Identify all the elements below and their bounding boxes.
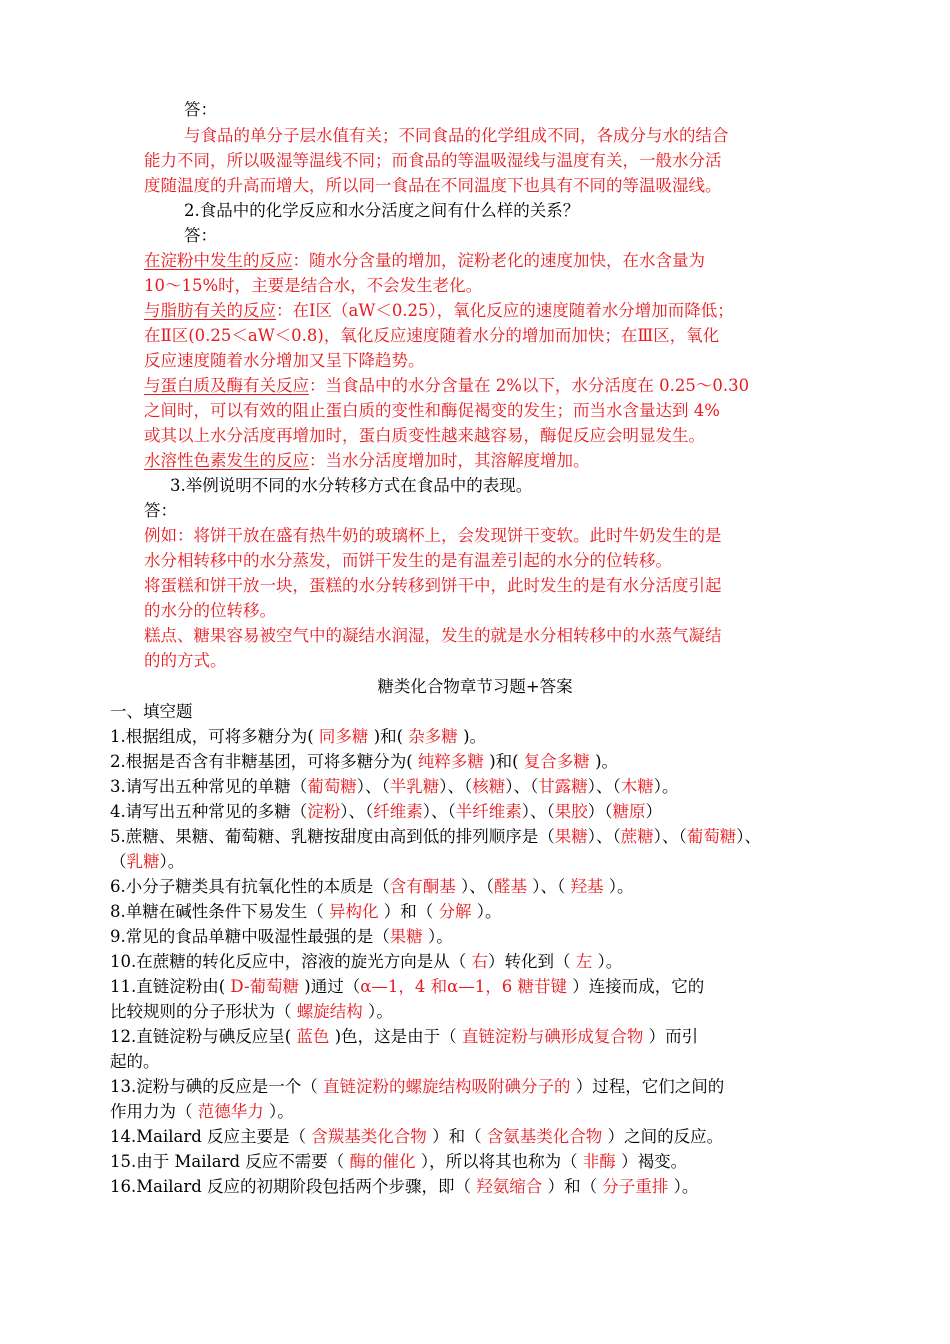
answer-blank: 羟氨缩合: [471, 1177, 548, 1196]
answer-label-2: 答：: [184, 226, 217, 245]
question-text: 比较规则的分子形状为（: [110, 1002, 292, 1021]
answer-blank: 螺旋结构: [291, 1002, 368, 1021]
answer3-line6: 的的方式。: [144, 651, 227, 670]
question-text: ）。: [368, 1002, 393, 1021]
fill-q6: [110, 875, 634, 899]
answer-label-3: 答：: [144, 501, 177, 520]
question-text: 5.蔗糖、果糖、葡萄糖、乳糖按甜度由高到低的排列顺序是（: [110, 827, 555, 846]
question-text: 6.小分子糖类具有抗氧化性的本质是（: [110, 877, 390, 896]
answer-label-1: 答：: [184, 100, 217, 119]
answer-blank: 右: [466, 952, 488, 971]
question-text: ）、（: [461, 877, 494, 896]
question-text: )通过（: [304, 977, 361, 996]
answer-blank: 糖原: [612, 802, 646, 821]
question-text: ）而引: [648, 1027, 699, 1046]
starch-line1: 在淀粉中发生的反应：随水分含量的增加，淀粉老化的速度加快，在水含量为: [144, 251, 705, 270]
question-text: ）。: [653, 777, 679, 796]
starch-title: 在淀粉中发生的反应: [144, 251, 293, 270]
answer3-line3: 将蛋糕和饼干放一块，蛋糕的水分转移到饼干中，此时发生的是有水分活度引起: [144, 576, 722, 595]
question-text: 3.请写出五种常见的单糖（: [110, 777, 308, 796]
question-text: ）和（: [383, 902, 434, 921]
question-text: ）。: [428, 927, 453, 946]
fill-q5-line2: [110, 850, 184, 874]
fill-q10: [110, 950, 622, 974]
protein-line3: 或其以上水分活度再增加时，蛋白质变性越来越容易，酶促反应会明显发生。: [144, 426, 705, 445]
question-text: ）、（: [532, 877, 566, 896]
question-text: ），所以将其也称为（: [420, 1152, 578, 1171]
answer-blank: 纤维素: [373, 802, 423, 821]
question-text: ）。: [476, 902, 502, 921]
answer3-line2: 水分相转移中的水分蒸发，而饼干发生的是有温差引起的水分的位转移。: [144, 551, 672, 570]
fill-q9: [110, 925, 453, 949]
question-text: 11.直链淀粉由(: [110, 977, 226, 996]
answer-blank: 蓝色: [291, 1027, 335, 1046]
question-text: 作用力为（: [110, 1102, 193, 1121]
answer-blank: α—1，4 和α—1，6 糖苷键: [360, 977, 573, 996]
question-text: ）褐变。: [621, 1152, 688, 1171]
question-text: ）、（: [422, 802, 456, 821]
answer-blank: 甘露糖: [538, 777, 588, 796]
answer-blank: 葡萄糖: [686, 827, 737, 846]
answer-blank: 含有酮基: [389, 877, 461, 896]
answer-blank: 异构化: [323, 902, 384, 921]
fat-line3: 反应速度随着水分增加又呈下降趋势。: [144, 351, 425, 370]
protein-line1: 与蛋白质及酶有关反应：当食品中的水分含量在 2%以下，水分活度在 0.25～0.30: [144, 376, 750, 395]
question-text: ）之间的反应。: [607, 1127, 724, 1146]
answer-blank: 分解: [433, 902, 477, 921]
answer-blank: 复合多糖: [518, 752, 596, 771]
answer-blank: 果糖: [389, 927, 428, 946]
fill-q5-line1: [110, 825, 761, 849]
answer-blank: 含氨基类化合物: [481, 1127, 608, 1146]
question-text: )和(: [373, 727, 404, 746]
question-text: ）过程，它们之间的: [575, 1077, 725, 1096]
question-text: ）、（: [505, 777, 539, 796]
question-text: ）和（: [432, 1127, 482, 1146]
answer-blank: 含羰基类化合物: [306, 1127, 433, 1146]
answer-blank: 同多糖: [313, 727, 374, 746]
fill-q4: [110, 800, 662, 824]
question-text: 14.Mailard 反应主要是（: [110, 1127, 307, 1146]
fill-q16: [110, 1175, 698, 1199]
question-text: 2.根据是否含有非糖基团，可将多糖分为(: [110, 752, 413, 771]
answer1-line3: 度随温度的升高而增大，所以同一食品在不同温度下也具有不同的等温吸湿线。: [144, 176, 722, 195]
question-text: 13.淀粉与碘的反应是一个（: [110, 1077, 318, 1096]
section-title: 糖类化合物章节习题+答案: [377, 677, 573, 696]
answer1-line1: 与食品的单分子层水值有关；不同食品的化学组成不同，各成分与水的结合: [184, 126, 729, 145]
question-text: 8.单糖在碱性条件下易发生（: [110, 902, 324, 921]
fill-q1: [110, 725, 486, 749]
question-text: ）、（: [439, 777, 473, 796]
question-text: ）、（: [653, 827, 687, 846]
question-text: 4.请写出五种常见的多糖（: [110, 802, 308, 821]
answer-blank: 淀粉: [307, 802, 341, 821]
question-text: ）和（: [547, 1177, 598, 1196]
question-text: ）、（: [587, 827, 621, 846]
answer-blank: 范德华力: [192, 1102, 269, 1121]
protein-title: 与蛋白质及酶有关反应: [144, 376, 309, 395]
pigment-line1: 水溶性色素发生的反应：当水分活度增加时，其溶解度增加。: [144, 451, 590, 470]
question-text: )和(: [489, 752, 519, 771]
question-text: ）。: [673, 1177, 699, 1196]
question-text: ）连接而成，它的: [572, 977, 705, 996]
answer-blank: 木糖: [620, 777, 654, 796]
answer-blank: 非酶: [577, 1152, 622, 1171]
question-text: ）、（: [587, 777, 621, 796]
question-text: )。: [595, 752, 618, 771]
fill-q13-line1: [110, 1075, 724, 1099]
starch-line2: 10～15%时，主要是结合水，不会发生老化。: [144, 276, 483, 295]
answer-blank: 杂多糖: [403, 727, 464, 746]
question-2: 2.食品中的化学反应和水分活度之间有什么样的关系？: [184, 201, 580, 220]
answer3-line4: 的水分的位转移。: [144, 601, 276, 620]
question-text: 16.Mailard 反应的初期阶段包括两个步骤，即（: [110, 1177, 472, 1196]
answer-blank: 果糖: [554, 827, 588, 846]
question-text: 1.根据组成，可将多糖分为(: [110, 727, 314, 746]
question-text: 15.由于 Mailard 反应不需要（: [110, 1152, 345, 1171]
question-text: )。: [463, 727, 486, 746]
answer-blank: 纯粹多糖: [412, 752, 490, 771]
question-text: ）、（: [521, 802, 555, 821]
fill-q12-line2: [110, 1050, 160, 1074]
part-heading: 一、填空题: [110, 702, 193, 721]
question-text: ）转化到（: [488, 952, 571, 971]
answer-blank: 直链淀粉与碘形成复合物: [456, 1027, 649, 1046]
question-text: ）: [645, 802, 662, 821]
fat-line1: 与脂肪有关的反应：在Ⅰ区（aW＜0.25），氧化反应的速度随着水分增加而降低；: [144, 301, 734, 320]
answer-blank: 葡萄糖: [307, 777, 357, 796]
answer-blank: 蔗糖: [620, 827, 654, 846]
fat-title: 与脂肪有关的反应: [144, 301, 276, 320]
answer-blank: 分子重排: [597, 1177, 674, 1196]
question-text: ）、（: [356, 777, 390, 796]
question-text: ）（: [587, 802, 613, 821]
answer-blank: 酶的催化: [344, 1152, 421, 1171]
question-text: ）。: [159, 852, 185, 871]
fill-q12-line1: [110, 1025, 698, 1049]
answer-blank: 羟基: [565, 877, 609, 896]
fill-q14: [110, 1125, 723, 1149]
answer1-line2: 能力不同，所以吸湿等温线不同；而食品的等温吸湿线与温度有关，一般水分活: [144, 151, 722, 170]
fill-q13-line2: [110, 1100, 294, 1124]
answer3-line5: 糕点、糖果容易被空气中的凝结水润湿，发生的就是水分相转移中的水蒸气凝结: [144, 626, 722, 645]
question-text: 12.直链淀粉与碘反应呈(: [110, 1027, 292, 1046]
question-text: ）、（: [340, 802, 374, 821]
question-text: （: [110, 852, 127, 871]
answer-blank: 半乳糖: [389, 777, 440, 796]
question-3: 3.举例说明不同的水分转移方式在食品中的表现。: [170, 476, 533, 495]
answer-blank: 左: [570, 952, 598, 971]
pigment-title: 水溶性色素发生的反应: [144, 451, 309, 470]
question-text: 10.在蔗糖的转化反应中，溶液的旋光方向是从（: [110, 952, 467, 971]
answer3-line1: 例如：将饼干放在盛有热牛奶的玻璃杯上，会发现饼干变软。此时牛奶发生的是: [144, 526, 722, 545]
answer-blank: 半纤维素: [455, 802, 522, 821]
answer-blank: 果胶: [554, 802, 588, 821]
fat-line2: 在Ⅱ区(0.25＜aW＜0.8)，氧化反应速度随着水分的增加而加快；在Ⅲ区，氧化: [144, 326, 720, 345]
answer-blank: 醛基: [494, 877, 533, 896]
protein-line2: 之间时，可以有效的阻止蛋白质的变性和酶促褐变的发生；而当水含量达到 4%: [144, 401, 720, 420]
answer-blank: 乳糖: [126, 852, 160, 871]
fill-q2: [110, 750, 618, 774]
question-text: ）。: [608, 877, 634, 896]
answer-blank: 核糖: [472, 777, 506, 796]
fill-q3: [110, 775, 679, 799]
fill-q11-line2: [110, 1000, 393, 1024]
question-text: ）。: [597, 952, 623, 971]
fill-q15: [110, 1150, 687, 1174]
question-text: 9.常见的食品单糖中吸湿性最强的是（: [110, 927, 390, 946]
fill-q8: [110, 900, 502, 924]
question-text: ）、: [736, 827, 761, 846]
question-text: ）。: [269, 1102, 294, 1121]
question-text: )色，这是由于（: [334, 1027, 457, 1046]
answer-blank: D-葡萄糖: [225, 977, 305, 996]
question-text: 起的。: [110, 1052, 160, 1071]
fill-q11-line1: [110, 975, 704, 999]
answer-blank: 直链淀粉的螺旋结构吸附碘分子的: [317, 1077, 576, 1096]
